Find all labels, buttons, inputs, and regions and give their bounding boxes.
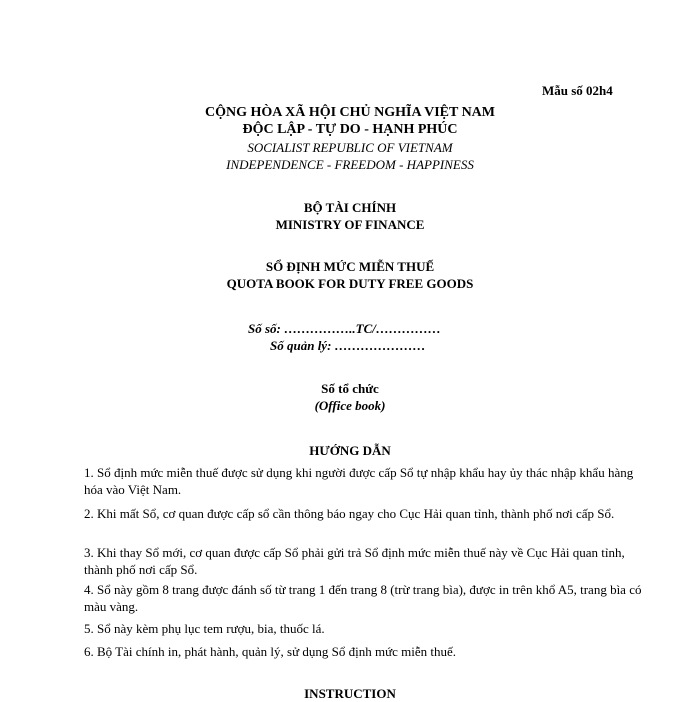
- national-header-vn-line2: ĐỘC LẬP - TỰ DO - HẠNH PHÚC: [242, 122, 458, 137]
- national-header-vn-line1: CỘNG HÒA XÃ HỘI CHỦ NGHĨA VIỆT NAM: [204, 105, 495, 120]
- ministry-vn: BỘ TÀI CHÍNH: [303, 200, 397, 215]
- book-type-en: (Office book): [314, 398, 386, 413]
- guide-item: 6. Bộ Tài chính in, phát hành, quản lý, sử dụng Sổ định mức miễn thuế.: [84, 644, 457, 659]
- guide-item: 4. Sổ này gồm 8 trang được đánh số từ trang 1 đến trang 8 (trừ trang bìa), được in trên khổ A5, trang bìa có màu vàng.: [84, 582, 642, 614]
- management-number-label: Số quản lý:: [270, 338, 332, 353]
- book-number-label: Số số:: [248, 321, 281, 336]
- book-number-value: ……………..TC/……………: [284, 321, 441, 336]
- instruction-heading: INSTRUCTION: [304, 686, 396, 701]
- guide-heading: HƯỚNG DẪN: [309, 443, 391, 458]
- guide-item: 1. Sổ định mức miễn thuế được sử dụng khi người được cấp Sổ tự nhập khẩu hay ủy thác nhập khẩu hàng hóa vào Việt Nam.: [84, 465, 634, 497]
- management-number-line: [270, 338, 426, 354]
- national-header-en-line1: SOCIALIST REPUBLIC OF VIETNAM: [247, 140, 453, 155]
- form-code: Mẫu số 02h4: [542, 83, 613, 98]
- book-number-line: [248, 321, 441, 337]
- guide-item: 2. Khi mất Sổ, cơ quan được cấp sổ cần thông báo ngay cho Cục Hải quan tỉnh, thành phố nơi cấp Sổ.: [84, 506, 615, 521]
- management-number-value: …………………: [334, 338, 426, 353]
- book-title-en: QUOTA BOOK FOR DUTY FREE GOODS: [226, 276, 474, 291]
- ministry-en: MINISTRY OF FINANCE: [275, 217, 425, 232]
- guide-item: 3. Khi thay Sổ mới, cơ quan được cấp Sổ phải gửi trả Sổ định mức miễn thuế này về Cục Hải quan tỉnh, thành phố nơi cấp Sổ.: [84, 545, 625, 577]
- book-title-vn: SỔ ĐỊNH MỨC MIỄN THUẾ: [265, 259, 435, 274]
- book-type-vn: Số tổ chức: [321, 381, 379, 396]
- national-header-en-line2: INDEPENDENCE - FREEDOM - HAPPINESS: [226, 157, 474, 172]
- guide-item: 5. Sổ này kèm phụ lục tem rượu, bia, thuốc lá.: [84, 621, 325, 636]
